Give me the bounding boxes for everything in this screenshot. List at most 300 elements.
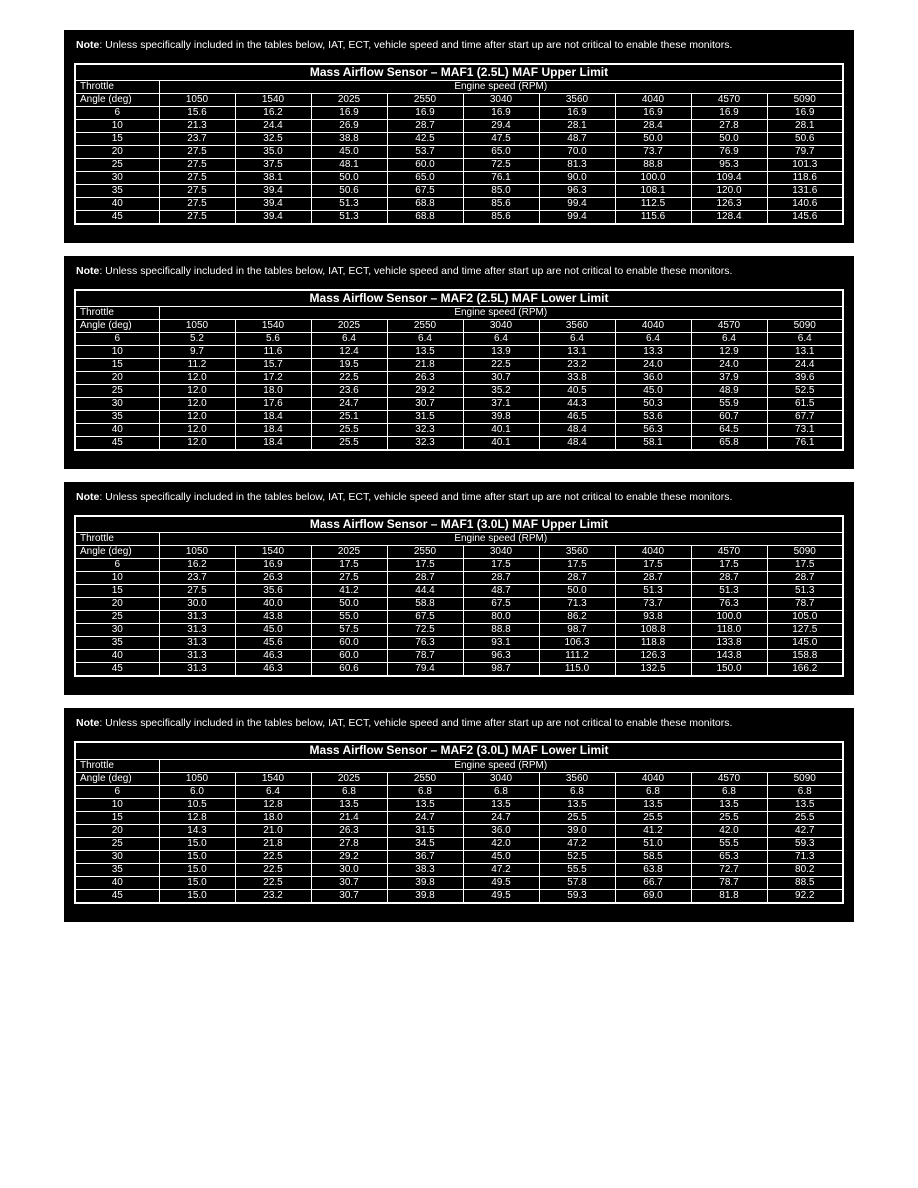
value-cell: 28.7: [767, 572, 843, 585]
value-cell: 79.7: [767, 146, 843, 159]
angle-cell: 20: [75, 146, 159, 159]
table-row: [75, 824, 843, 837]
value-cell: 24.0: [615, 359, 691, 372]
angle-cell: 10: [75, 346, 159, 359]
table-row: [75, 850, 843, 863]
value-cell: 55.0: [311, 611, 387, 624]
value-cell: 17.5: [767, 559, 843, 572]
value-cell: 59.3: [539, 889, 615, 903]
value-cell: 16.9: [767, 107, 843, 120]
value-cell: 72.5: [463, 159, 539, 172]
value-cell: 13.1: [539, 346, 615, 359]
header-row-2: [75, 320, 843, 333]
rpm-header-cell: 2025: [311, 546, 387, 559]
table-title-row: [75, 742, 843, 759]
maf-table: [74, 289, 844, 452]
note-text: [76, 491, 842, 505]
value-cell: 109.4: [691, 172, 767, 185]
value-cell: 24.4: [235, 120, 311, 133]
value-cell: 39.4: [235, 211, 311, 225]
value-cell: 101.3: [767, 159, 843, 172]
rpm-header-cell: 3560: [539, 772, 615, 785]
value-cell: 10.5: [159, 798, 235, 811]
value-cell: 13.1: [767, 346, 843, 359]
value-cell: 53.6: [615, 411, 691, 424]
value-cell: 65.0: [387, 172, 463, 185]
rpm-header-cell: 3040: [463, 94, 539, 107]
value-cell: 18.4: [235, 437, 311, 451]
value-cell: 43.8: [235, 611, 311, 624]
value-cell: 22.5: [311, 372, 387, 385]
value-cell: 12.0: [159, 372, 235, 385]
value-cell: 93.8: [615, 611, 691, 624]
value-cell: 23.7: [159, 133, 235, 146]
value-cell: 76.9: [691, 146, 767, 159]
value-cell: 12.0: [159, 424, 235, 437]
value-cell: 17.6: [235, 398, 311, 411]
value-cell: 31.3: [159, 663, 235, 677]
value-cell: 6.4: [691, 333, 767, 346]
note-text: [76, 265, 842, 279]
value-cell: 39.8: [463, 411, 539, 424]
value-cell: 78.7: [691, 876, 767, 889]
rpm-header-cell: 5090: [767, 320, 843, 333]
value-cell: 78.7: [387, 650, 463, 663]
table-row: [75, 889, 843, 903]
value-cell: 67.5: [463, 598, 539, 611]
value-cell: 9.7: [159, 346, 235, 359]
value-cell: 27.5: [159, 146, 235, 159]
rpm-header-cell: 2025: [311, 94, 387, 107]
angle-cell: 25: [75, 837, 159, 850]
value-cell: 32.3: [387, 424, 463, 437]
value-cell: 16.9: [235, 559, 311, 572]
value-cell: 45.0: [615, 385, 691, 398]
note-label: Note: [76, 717, 100, 730]
value-cell: 48.4: [539, 437, 615, 451]
table-row: [75, 624, 843, 637]
value-cell: 85.6: [463, 198, 539, 211]
value-cell: 27.5: [159, 585, 235, 598]
value-cell: 48.7: [463, 585, 539, 598]
value-cell: 47.5: [463, 133, 539, 146]
angle-label: Angle (deg): [75, 320, 159, 333]
value-cell: 88.8: [615, 159, 691, 172]
value-cell: 12.9: [691, 346, 767, 359]
value-cell: 15.0: [159, 889, 235, 903]
table-title-row: [75, 516, 843, 533]
value-cell: 88.8: [463, 624, 539, 637]
value-cell: 24.0: [691, 359, 767, 372]
value-cell: 115.6: [615, 211, 691, 225]
value-cell: 32.5: [235, 133, 311, 146]
angle-cell: 30: [75, 850, 159, 863]
value-cell: 61.5: [767, 398, 843, 411]
value-cell: 90.0: [539, 172, 615, 185]
value-cell: 72.5: [387, 624, 463, 637]
value-cell: 23.6: [311, 385, 387, 398]
value-cell: 118.6: [767, 172, 843, 185]
value-cell: 32.3: [387, 437, 463, 451]
value-cell: 105.0: [767, 611, 843, 624]
value-cell: 22.5: [235, 863, 311, 876]
value-cell: 6.4: [311, 333, 387, 346]
value-cell: 29.4: [463, 120, 539, 133]
value-cell: 126.3: [691, 198, 767, 211]
value-cell: 17.5: [691, 559, 767, 572]
value-cell: 78.7: [767, 598, 843, 611]
engine-speed-header: Engine speed (RPM): [159, 307, 843, 320]
value-cell: 16.9: [463, 107, 539, 120]
angle-cell: 40: [75, 198, 159, 211]
rpm-header-cell: 3040: [463, 320, 539, 333]
value-cell: 6.8: [615, 785, 691, 798]
value-cell: 145.0: [767, 637, 843, 650]
value-cell: 40.1: [463, 437, 539, 451]
value-cell: 33.8: [539, 372, 615, 385]
note-body: : Unless specifically included in the tables below, IAT, ECT, vehicle speed and time after start up are not critical to enable these monitors.: [99, 265, 733, 278]
value-cell: 37.1: [463, 398, 539, 411]
value-cell: 39.0: [539, 824, 615, 837]
value-cell: 17.5: [615, 559, 691, 572]
value-cell: 68.8: [387, 198, 463, 211]
value-cell: 106.3: [539, 637, 615, 650]
angle-cell: 6: [75, 785, 159, 798]
value-cell: 13.5: [691, 798, 767, 811]
table-row: [75, 172, 843, 185]
value-cell: 66.7: [615, 876, 691, 889]
angle-cell: 6: [75, 559, 159, 572]
value-cell: 38.1: [235, 172, 311, 185]
value-cell: 13.9: [463, 346, 539, 359]
rpm-header-cell: 2550: [387, 94, 463, 107]
value-cell: 6.4: [615, 333, 691, 346]
value-cell: 76.3: [691, 598, 767, 611]
rpm-header-cell: 1540: [235, 94, 311, 107]
value-cell: 143.8: [691, 650, 767, 663]
value-cell: 76.1: [767, 437, 843, 451]
table-row: [75, 650, 843, 663]
value-cell: 12.0: [159, 411, 235, 424]
value-cell: 56.3: [615, 424, 691, 437]
value-cell: 44.4: [387, 585, 463, 598]
value-cell: 36.7: [387, 850, 463, 863]
value-cell: 28.7: [387, 120, 463, 133]
value-cell: 48.9: [691, 385, 767, 398]
value-cell: 70.0: [539, 146, 615, 159]
table-row: [75, 385, 843, 398]
value-cell: 27.5: [311, 572, 387, 585]
value-cell: 13.5: [767, 798, 843, 811]
value-cell: 42.0: [463, 837, 539, 850]
maf-table: [74, 63, 844, 226]
table-row: [75, 333, 843, 346]
angle-cell: 25: [75, 611, 159, 624]
value-cell: 50.0: [615, 133, 691, 146]
header-row-2: [75, 94, 843, 107]
header-row-2: [75, 772, 843, 785]
rpm-header-cell: 3040: [463, 772, 539, 785]
throttle-label: Throttle: [75, 307, 159, 320]
header-row-1: [75, 533, 843, 546]
value-cell: 24.7: [311, 398, 387, 411]
value-cell: 12.4: [311, 346, 387, 359]
table-title: Mass Airflow Sensor – MAF2 (3.0L) MAF Lower Limit: [75, 742, 843, 759]
throttle-label: Throttle: [75, 759, 159, 772]
maf-panel-3: [64, 482, 854, 695]
table-row: [75, 785, 843, 798]
value-cell: 38.3: [387, 863, 463, 876]
value-cell: 21.4: [311, 811, 387, 824]
value-cell: 80.2: [767, 863, 843, 876]
value-cell: 30.0: [311, 863, 387, 876]
angle-cell: 20: [75, 372, 159, 385]
value-cell: 63.8: [615, 863, 691, 876]
angle-cell: 15: [75, 359, 159, 372]
value-cell: 28.7: [539, 572, 615, 585]
value-cell: 21.0: [235, 824, 311, 837]
value-cell: 55.9: [691, 398, 767, 411]
table-row: [75, 198, 843, 211]
value-cell: 50.0: [691, 133, 767, 146]
value-cell: 18.0: [235, 385, 311, 398]
value-cell: 12.8: [159, 811, 235, 824]
table-row: [75, 876, 843, 889]
value-cell: 16.2: [159, 559, 235, 572]
value-cell: 13.5: [387, 798, 463, 811]
value-cell: 50.0: [539, 585, 615, 598]
value-cell: 17.5: [387, 559, 463, 572]
value-cell: 49.5: [463, 876, 539, 889]
value-cell: 30.7: [311, 889, 387, 903]
maf-panel-2: [64, 256, 854, 469]
angle-cell: 30: [75, 172, 159, 185]
value-cell: 68.8: [387, 211, 463, 225]
rpm-header-cell: 4570: [691, 546, 767, 559]
value-cell: 99.4: [539, 198, 615, 211]
value-cell: 6.8: [463, 785, 539, 798]
rpm-header-cell: 3560: [539, 546, 615, 559]
angle-cell: 10: [75, 798, 159, 811]
value-cell: 25.5: [311, 424, 387, 437]
value-cell: 48.4: [539, 424, 615, 437]
value-cell: 15.0: [159, 850, 235, 863]
value-cell: 37.5: [235, 159, 311, 172]
header-row-1: [75, 759, 843, 772]
angle-cell: 6: [75, 333, 159, 346]
value-cell: 140.6: [767, 198, 843, 211]
value-cell: 67.5: [387, 611, 463, 624]
table-row: [75, 107, 843, 120]
value-cell: 12.0: [159, 385, 235, 398]
throttle-label: Throttle: [75, 533, 159, 546]
table-row: [75, 211, 843, 225]
value-cell: 13.5: [387, 346, 463, 359]
value-cell: 120.0: [691, 185, 767, 198]
rpm-header-cell: 1050: [159, 772, 235, 785]
value-cell: 35.0: [235, 146, 311, 159]
value-cell: 100.0: [615, 172, 691, 185]
table-row: [75, 585, 843, 598]
value-cell: 158.8: [767, 650, 843, 663]
rpm-header-cell: 1050: [159, 320, 235, 333]
value-cell: 86.2: [539, 611, 615, 624]
value-cell: 28.7: [615, 572, 691, 585]
value-cell: 6.8: [387, 785, 463, 798]
value-cell: 25.5: [539, 811, 615, 824]
value-cell: 48.7: [539, 133, 615, 146]
table-row: [75, 798, 843, 811]
value-cell: 46.3: [235, 663, 311, 677]
rpm-header-cell: 3560: [539, 320, 615, 333]
value-cell: 47.2: [463, 863, 539, 876]
value-cell: 13.5: [311, 798, 387, 811]
value-cell: 41.2: [311, 585, 387, 598]
value-cell: 60.0: [311, 637, 387, 650]
value-cell: 28.1: [767, 120, 843, 133]
value-cell: 42.7: [767, 824, 843, 837]
value-cell: 29.2: [311, 850, 387, 863]
value-cell: 6.4: [463, 333, 539, 346]
angle-cell: 15: [75, 585, 159, 598]
note-body: : Unless specifically included in the tables below, IAT, ECT, vehicle speed and time after start up are not critical to enable these monitors.: [99, 39, 733, 51]
value-cell: 50.0: [311, 172, 387, 185]
note-text: [76, 39, 842, 53]
engine-speed-header: Engine speed (RPM): [159, 533, 843, 546]
value-cell: 85.6: [463, 211, 539, 225]
table-title: Mass Airflow Sensor – MAF1 (2.5L) MAF Upper Limit: [75, 64, 843, 81]
table-row: [75, 637, 843, 650]
value-cell: 98.7: [463, 663, 539, 677]
table-title-row: [75, 64, 843, 81]
angle-cell: 35: [75, 411, 159, 424]
value-cell: 12.0: [159, 437, 235, 451]
value-cell: 42.0: [691, 824, 767, 837]
value-cell: 15.0: [159, 837, 235, 850]
value-cell: 13.5: [615, 798, 691, 811]
value-cell: 5.6: [235, 333, 311, 346]
value-cell: 51.3: [311, 198, 387, 211]
rpm-header-cell: 2550: [387, 320, 463, 333]
value-cell: 25.5: [311, 437, 387, 451]
maf-table: [74, 515, 844, 678]
value-cell: 65.8: [691, 437, 767, 451]
value-cell: 50.6: [767, 133, 843, 146]
angle-cell: 6: [75, 107, 159, 120]
value-cell: 39.8: [387, 889, 463, 903]
note-label: Note: [76, 265, 100, 278]
value-cell: 118.0: [691, 624, 767, 637]
value-cell: 36.0: [463, 824, 539, 837]
rpm-header-cell: 5090: [767, 546, 843, 559]
value-cell: 40.1: [463, 424, 539, 437]
value-cell: 45.0: [311, 146, 387, 159]
value-cell: 22.5: [463, 359, 539, 372]
value-cell: 52.5: [539, 850, 615, 863]
table-row: [75, 837, 843, 850]
value-cell: 72.7: [691, 863, 767, 876]
rpm-header-cell: 1540: [235, 772, 311, 785]
value-cell: 41.2: [615, 824, 691, 837]
angle-cell: 30: [75, 624, 159, 637]
angle-cell: 10: [75, 572, 159, 585]
value-cell: 71.3: [767, 850, 843, 863]
value-cell: 57.8: [539, 876, 615, 889]
rpm-header-cell: 5090: [767, 94, 843, 107]
value-cell: 67.5: [387, 185, 463, 198]
value-cell: 79.4: [387, 663, 463, 677]
engine-speed-header: Engine speed (RPM): [159, 81, 843, 94]
table-title: Mass Airflow Sensor – MAF2 (2.5L) MAF Lower Limit: [75, 290, 843, 307]
value-cell: 65.0: [463, 146, 539, 159]
value-cell: 19.5: [311, 359, 387, 372]
value-cell: 17.2: [235, 372, 311, 385]
rpm-header-cell: 1540: [235, 320, 311, 333]
value-cell: 80.0: [463, 611, 539, 624]
value-cell: 16.9: [615, 107, 691, 120]
value-cell: 45.0: [235, 624, 311, 637]
value-cell: 28.1: [539, 120, 615, 133]
value-cell: 53.7: [387, 146, 463, 159]
rpm-header-cell: 1050: [159, 94, 235, 107]
value-cell: 47.2: [539, 837, 615, 850]
value-cell: 6.4: [387, 333, 463, 346]
value-cell: 45.6: [235, 637, 311, 650]
angle-cell: 40: [75, 650, 159, 663]
value-cell: 17.5: [311, 559, 387, 572]
value-cell: 29.2: [387, 385, 463, 398]
value-cell: 67.7: [767, 411, 843, 424]
value-cell: 45.0: [463, 850, 539, 863]
value-cell: 40.0: [235, 598, 311, 611]
angle-cell: 20: [75, 824, 159, 837]
value-cell: 39.8: [387, 876, 463, 889]
rpm-header-cell: 4040: [615, 546, 691, 559]
value-cell: 76.1: [463, 172, 539, 185]
value-cell: 27.5: [159, 185, 235, 198]
value-cell: 64.5: [691, 424, 767, 437]
rpm-header-cell: 2025: [311, 320, 387, 333]
header-row-1: [75, 81, 843, 94]
value-cell: 73.1: [767, 424, 843, 437]
value-cell: 58.8: [387, 598, 463, 611]
value-cell: 118.8: [615, 637, 691, 650]
rpm-header-cell: 3040: [463, 546, 539, 559]
angle-cell: 45: [75, 211, 159, 225]
value-cell: 14.3: [159, 824, 235, 837]
value-cell: 17.5: [463, 559, 539, 572]
value-cell: 24.4: [767, 359, 843, 372]
value-cell: 50.3: [615, 398, 691, 411]
value-cell: 73.7: [615, 598, 691, 611]
value-cell: 95.3: [691, 159, 767, 172]
note-label: Note: [76, 39, 100, 51]
table-row: [75, 424, 843, 437]
value-cell: 27.5: [159, 198, 235, 211]
rpm-header-cell: 4570: [691, 94, 767, 107]
value-cell: 26.3: [235, 572, 311, 585]
value-cell: 131.6: [767, 185, 843, 198]
angle-label: Angle (deg): [75, 546, 159, 559]
table-row: [75, 359, 843, 372]
table-row: [75, 185, 843, 198]
value-cell: 15.0: [159, 876, 235, 889]
value-cell: 128.4: [691, 211, 767, 225]
value-cell: 126.3: [615, 650, 691, 663]
value-cell: 15.6: [159, 107, 235, 120]
value-cell: 39.4: [235, 185, 311, 198]
header-row-2: [75, 546, 843, 559]
